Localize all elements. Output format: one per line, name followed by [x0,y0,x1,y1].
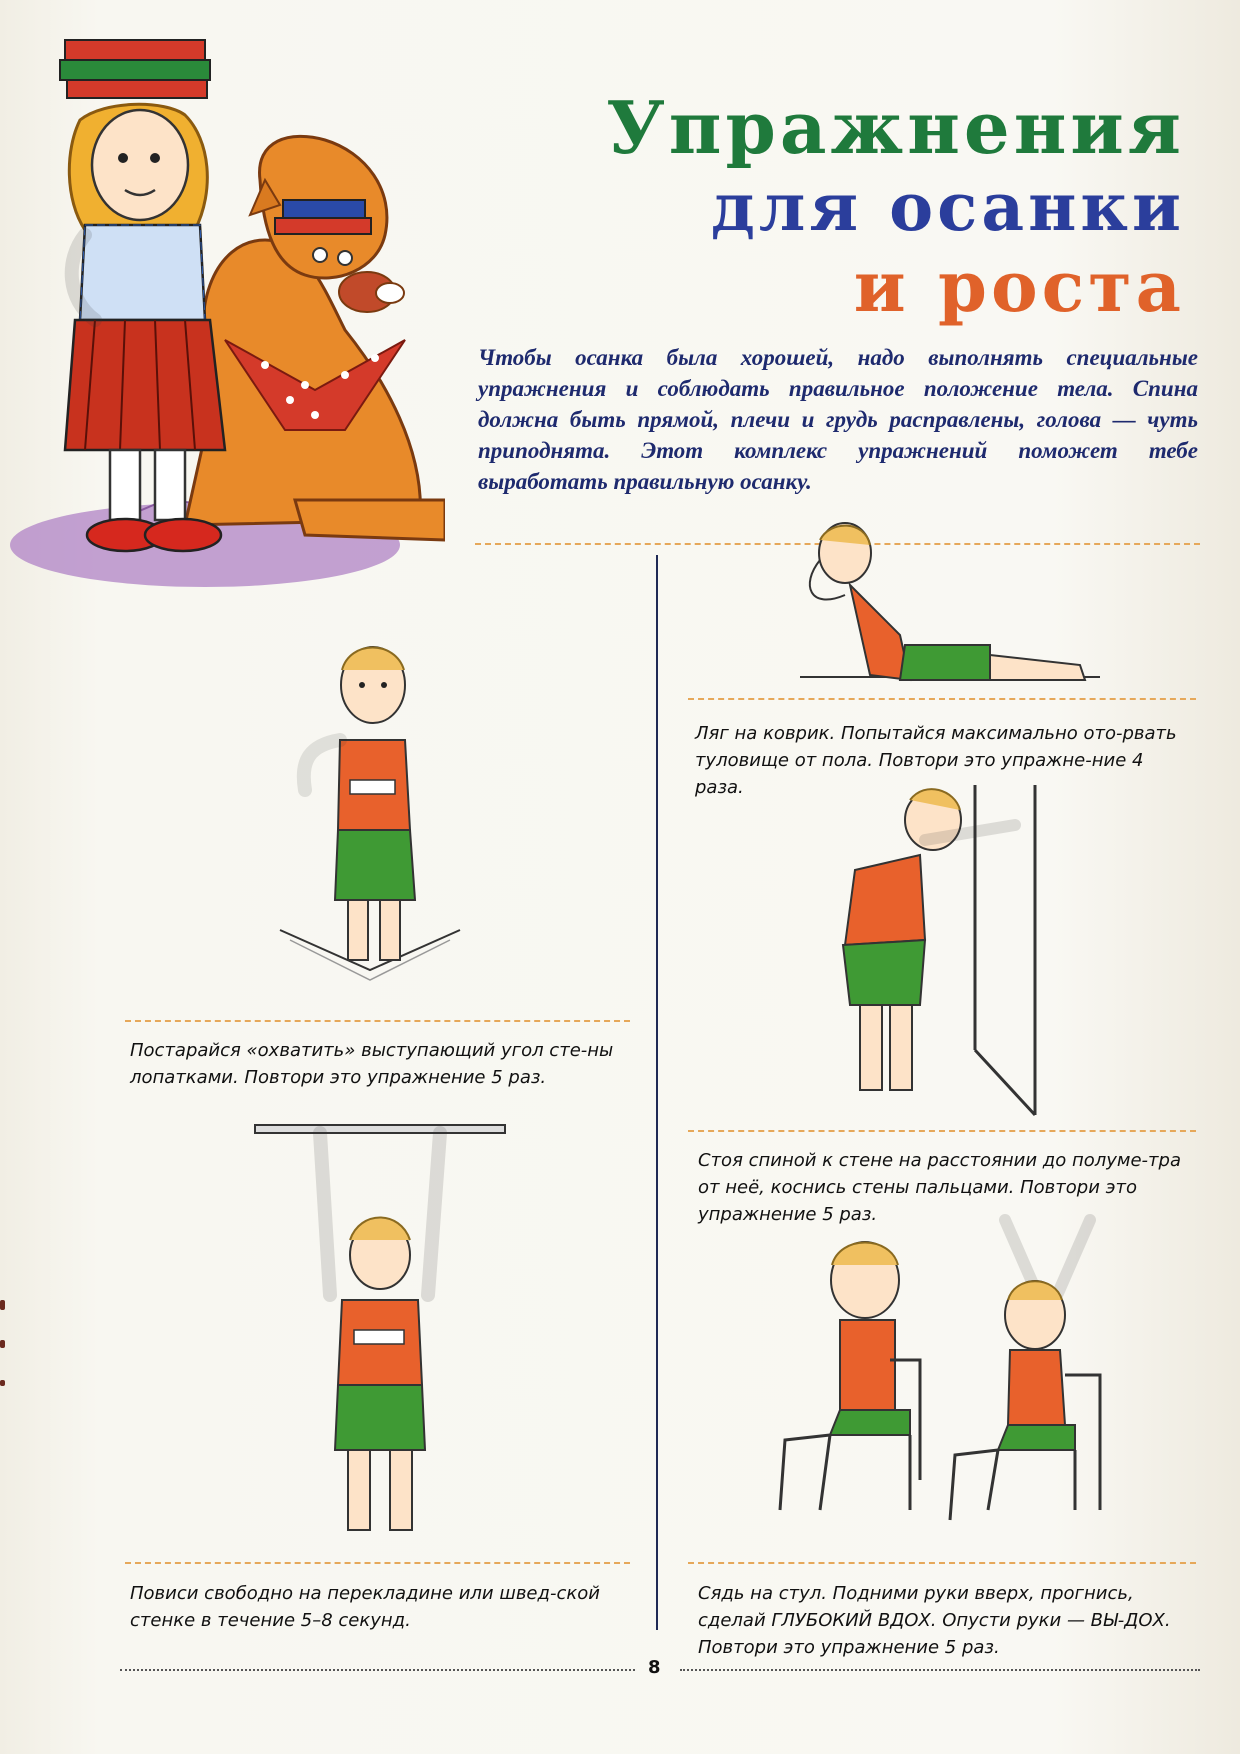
caption-divider [688,1562,1196,1564]
exercise-4-caption: Повиси свободно на перекладине или швед-ской стенке в течение 5–8 секунд. [130,1583,600,1631]
column-divider [656,555,658,1630]
footer-rule-right [680,1669,1200,1671]
girl-and-dog-illustration [5,30,445,590]
exercise-3-illustration [815,780,1065,1120]
title-line-1: Упражнения [606,85,1185,170]
edge-mark [0,1340,5,1348]
title-line-3: и роста [853,245,1185,328]
title-line-2: для осанки [710,168,1185,246]
page-title [606,85,1185,328]
exercise-5-caption: Сядь на стул. Подними руки вверх, прогнись, сделай ГЛУБОКИЙ ВДОХ. Опусти руки — ВЫ-ДОХ. Повтори это упражнение 5 раз. [698,1583,1171,1658]
exercise-4-illustration [250,1115,510,1545]
caption-divider [125,1020,630,1022]
caption-divider [688,1130,1196,1132]
exercise-5-illustration [770,1210,1120,1550]
edge-mark [0,1380,5,1386]
exercise-2-illustration [270,630,470,1010]
page-number: 8 [648,1657,661,1678]
exercise-2-caption: Постарайся «охватить» выступающий угол сте-ны лопатками. Повтори это упражнение 5 раз. [130,1040,614,1088]
caption-divider [688,698,1196,700]
exercise-1-caption: Ляг на коврик. Попытайся максимально ото-рвать туловище от пола. Повтори это упражне-ние 4 раза. [695,723,1177,798]
intro-paragraph: Чтобы осанка была хорошей, надо выполнять специальные упражнения и соблюдать правильное положение тела. Спина должна быть прямой, плечи и грудь расправлены, голова — чуть приподнята. Этот комплекс упражнений поможет тебе выработать правильную осанку. [478,345,1198,494]
edge-mark [0,1300,5,1310]
exercise-3-caption: Стоя спиной к стене на расстоянии до полуме-тра от неё, коснись стены пальцами. Повтори это упражнение 5 раз. [698,1150,1181,1225]
exercise-1-illustration [790,515,1110,685]
footer-rule-left [120,1669,635,1671]
caption-divider [125,1562,630,1564]
